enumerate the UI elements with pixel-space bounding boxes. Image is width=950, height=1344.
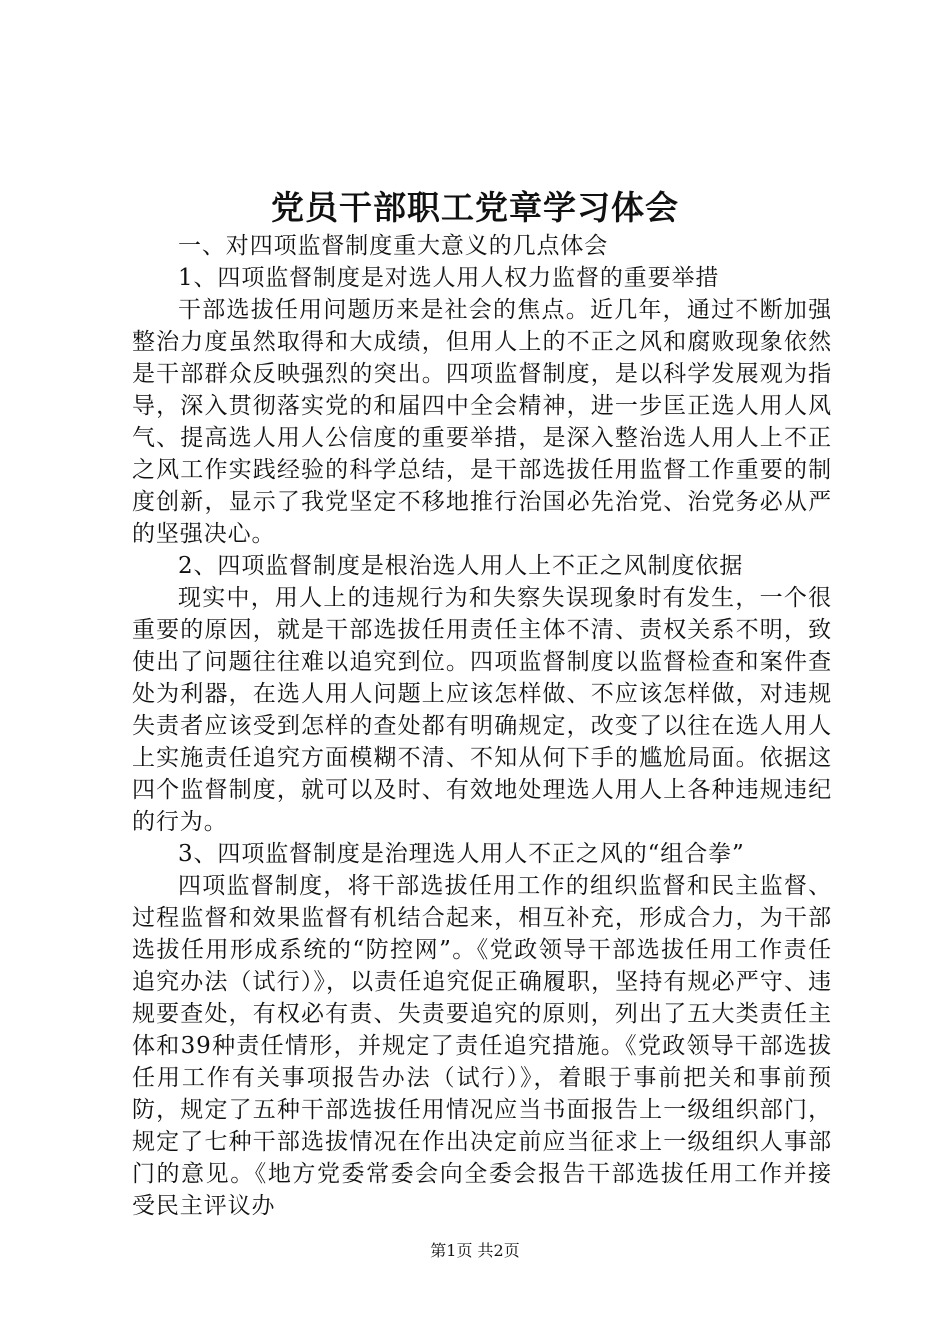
subsection-heading: 2、四项监督制度是根治选人用人上不正之风制度依据 [178,553,744,579]
document-body [132,230,832,1222]
document-title: 党员干部职工党章学习体会 [271,188,679,227]
subsection-heading: 3、四项监督制度是治理选人用人不正之风的“组合拳” [178,841,745,867]
body-paragraph: 干部选拔任用问题历来是社会的焦点。近几年，通过不断加强整治力度虽然取得和大成绩，但用人上的不正之风和腐败现象依然是干部群众反映强烈的突出。四项监督制度，是以科学发展观为指导，深入贯彻落实党的和届四中全会精神，进一步匡正选人用人风气、提高选人用人公信度的重要举措，是深入整治选人用人上不正之风工作实践经验的科学总结，是干部选拔任用监督工作重要的制度创新，显示了我党坚定不移地推行治国必先治党、治党务必从严的坚强决心。 [132,297,832,547]
section-heading: 一、对四项监督制度重大意义的几点体会 [178,233,609,259]
body-paragraph: 四项监督制度，将干部选拔任用工作的组织监督和民主监督、过程监督和效果监督有机结合起来，相互补充，形成合力，为干部选拔任用形成系统的“防控网”。《党政领导干部选拔任用工作责任追究办法（试行）》，以责任追究促正确履职，坚持有规必严守、违规要查处，有权必有责、失责要追究的原则，列出了五大类责任主体和39种责任情形，并规定了责任追究措施。《党政领导干部选拔任用工作有关事项报告办法（试行）》，着眼于事前把关和事前预防，规定了五种干部选拔任用情况应当书面报告上一级组织部门，规定了七种干部选拔情况在作出决定前应当征求上一级组织人事部门的意见。《地方党委常委会向全委会报告干部选拔任用工作并接受民主评议办 [132,873,832,1219]
subsection-heading: 1、四项监督制度是对选人用人权力监督的重要举措 [178,265,720,291]
page-footer: 第1页 共2页 [430,1241,520,1260]
body-paragraph: 现实中，用人上的违规行为和失察失误现象时有发生，一个很重要的原因，就是干部选拔任用责任主体不清、责权关系不明，致使出了问题往往难以追究到位。四项监督制度以监督检查和案件查处为利器，在选人用人问题上应该怎样做、不应该怎样做，对违规失责者应该受到怎样的查处都有明确规定，改变了以往在选人用人上实施责任追究方面模糊不清、不知从何下手的尴尬局面。依据这四个监督制度，就可以及时、有效地处理选人用人上各种违规违纪的行为。 [132,585,832,835]
